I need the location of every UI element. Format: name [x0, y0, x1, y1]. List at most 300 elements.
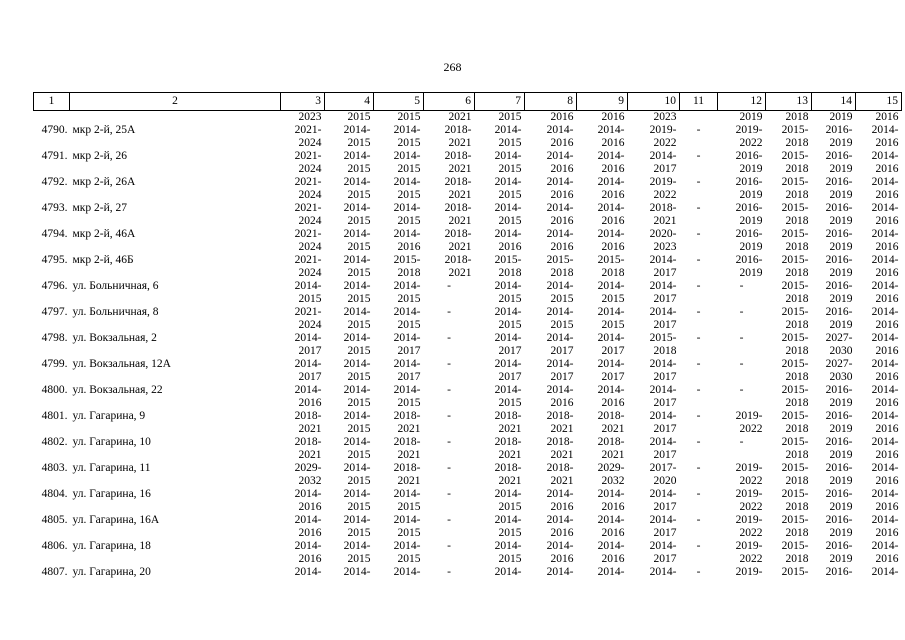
- empty-cell: [34, 501, 70, 514]
- address-cell: ул. Гагарина, 10: [72, 436, 151, 448]
- period-end-cell: 2016: [875, 215, 899, 227]
- period-end-cell: 2018: [785, 267, 809, 279]
- period-end-cell: 2018: [550, 267, 574, 279]
- table-row-continuation: [34, 579, 902, 592]
- period-end-cell: [424, 319, 475, 332]
- period-start-cell: 2014-: [494, 332, 522, 344]
- period-end-cell: 2015: [347, 371, 371, 383]
- empty-cell: [34, 267, 70, 280]
- header-col-2: 2: [70, 93, 281, 111]
- period-start-cell: 2014-: [546, 150, 574, 162]
- period-start-cell: 2014-: [494, 566, 522, 578]
- empty-cell: [34, 137, 70, 150]
- period-end-cell: [718, 449, 766, 462]
- period-end-cell: 2015: [397, 189, 421, 201]
- period-end-cell: 2021: [448, 267, 472, 279]
- period-end-cell: 2015: [347, 527, 371, 539]
- empty-cell: [70, 527, 281, 540]
- period-start-cell: 2021-: [294, 124, 322, 136]
- period-end-cell: 2016: [875, 345, 899, 357]
- address-cell: ул. Гагарина, 20: [72, 566, 151, 578]
- period-end-cell: [374, 579, 424, 592]
- period-start-cell: 2014-: [597, 124, 625, 136]
- empty-cell: [70, 579, 281, 592]
- period-end-cell: 2030: [829, 371, 853, 383]
- period-start-cell: -: [447, 566, 451, 578]
- period-end-cell: 2024: [298, 137, 322, 149]
- period-end-cell: 2017: [298, 371, 322, 383]
- period-start-cell: 2014-: [393, 202, 421, 214]
- period-end-cell: 2019: [829, 163, 853, 175]
- schedule-table: [33, 92, 902, 592]
- header-col-11: 11: [680, 93, 718, 111]
- period-start-cell: 2029-: [597, 462, 625, 474]
- table-row-continuation: [34, 293, 902, 306]
- table-row-continuation: [34, 501, 902, 514]
- period-end-cell: 2015: [498, 527, 522, 539]
- period-end-cell: [680, 189, 718, 202]
- table-row: [34, 384, 902, 397]
- period-start-cell: 2014-: [871, 462, 899, 474]
- header-col-9: 9: [577, 93, 628, 111]
- period-start-cell: 2016-: [825, 280, 853, 292]
- period-start-cell: 2019-: [735, 124, 763, 136]
- period-start-cell: 2014-: [494, 514, 522, 526]
- period-end-cell: 2015: [347, 449, 371, 461]
- period-start-cell: 2018-: [393, 436, 421, 448]
- period-end-cell: 2016: [298, 501, 322, 513]
- header-col-6: 6: [424, 93, 475, 111]
- period-start-cell: 2018-: [444, 228, 472, 240]
- period-end-cell: 2019: [739, 189, 763, 201]
- period-start-cell: 2014-: [871, 202, 899, 214]
- period-start-cell: -: [739, 358, 744, 370]
- period-start-cell: -: [696, 176, 701, 188]
- period-start-cell: 2014-: [871, 228, 899, 240]
- period-start-cell: 2016-: [825, 202, 853, 214]
- period-start-cell: -: [696, 150, 701, 162]
- period-start-cell: -: [447, 462, 451, 474]
- period-end-cell: [525, 579, 577, 592]
- period-start-cell: 2014-: [649, 280, 677, 292]
- period-start-cell: 2014-: [494, 488, 522, 500]
- period-start-cell: 2014-: [393, 150, 421, 162]
- period-end-cell: [680, 345, 718, 358]
- period-start-cell: 2021-: [294, 306, 322, 318]
- period-start-cell: -: [447, 384, 451, 396]
- period-end-cell: 2015: [498, 215, 522, 227]
- period-end-cell: 2016: [601, 527, 625, 539]
- period-end-cell: 2019: [829, 189, 853, 201]
- period-start-cell: -: [696, 384, 701, 396]
- period-start-cell: 2014-: [597, 150, 625, 162]
- period-start-cell: -: [696, 332, 701, 344]
- page-number: 268: [443, 60, 462, 74]
- period-start-cell: 2015-: [393, 254, 421, 266]
- period-start-cell: -: [447, 540, 451, 552]
- period-start-cell: 2014-: [871, 280, 899, 292]
- period-start-cell: 2014-: [871, 410, 899, 422]
- period-start-cell: 2014-: [393, 384, 421, 396]
- period-end-cell: 2016: [601, 189, 625, 201]
- address-cell: ул. Вокзальная, 2: [72, 332, 157, 344]
- period-end-cell: 2022: [739, 553, 763, 565]
- row-number: 4790.: [41, 124, 68, 136]
- period-start-cell: 2014-: [546, 332, 574, 344]
- period-start-cell: 2014-: [871, 254, 899, 266]
- period-end-cell: [680, 293, 718, 306]
- header-col-7: 7: [475, 93, 525, 111]
- period-start-cell: 2018-: [494, 410, 522, 422]
- period-start-cell: 2014-: [871, 306, 899, 318]
- period-end-cell: [766, 579, 812, 592]
- period-start-cell: 2014-: [546, 280, 574, 292]
- period-start-cell: 2015-: [781, 436, 809, 448]
- header-col-14: 14: [812, 93, 856, 111]
- period-end-cell: 2018: [785, 345, 809, 357]
- period-start-cell: 2014-: [597, 488, 625, 500]
- period-end-cell: 2021: [448, 241, 472, 253]
- period-start-cell: 2014-: [494, 202, 522, 214]
- period-end-cell: 2016: [298, 397, 322, 409]
- period-end-cell: 2016: [601, 215, 625, 227]
- period-end-cell: 2024: [298, 241, 322, 253]
- period-end-cell: 2016: [550, 501, 574, 513]
- period-end-cell: 2019: [739, 163, 763, 175]
- period-start-cell: 2027-: [825, 358, 853, 370]
- period-start-cell: 2016-: [735, 150, 763, 162]
- period-start-cell: 2014-: [294, 566, 322, 578]
- period-start-cell: -: [447, 306, 451, 318]
- period-end-cell: 2019: [829, 319, 853, 331]
- period-end-cell: 2017: [550, 371, 574, 383]
- empty-cell: [70, 501, 281, 514]
- period-end-cell: 2017: [498, 345, 522, 357]
- period-end-cell: 2021: [498, 423, 522, 435]
- carryover-cell: 2023: [298, 111, 322, 123]
- period-end-cell: 2015: [397, 293, 421, 305]
- period-start-cell: 2014-: [597, 358, 625, 370]
- empty-cell: [34, 371, 70, 384]
- period-start-cell: 2014-: [597, 228, 625, 240]
- period-end-cell: 2032: [601, 475, 625, 487]
- period-start-cell: 2014-: [546, 358, 574, 370]
- period-start-cell: 2029-: [294, 462, 322, 474]
- address-cell: ул. Гагарина, 18: [72, 540, 151, 552]
- period-end-cell: 2030: [829, 345, 853, 357]
- table-row: [34, 566, 902, 579]
- period-start-cell: 2014-: [546, 566, 574, 578]
- address-cell: мкр 2-й, 26А: [72, 176, 136, 188]
- period-end-cell: 2015: [397, 397, 421, 409]
- empty-cell: [70, 241, 281, 254]
- period-start-cell: 2018-: [597, 436, 625, 448]
- period-end-cell: 2019: [829, 449, 853, 461]
- period-end-cell: 2019: [829, 527, 853, 539]
- period-end-cell: 2017: [397, 345, 421, 357]
- period-start-cell: 2014-: [546, 176, 574, 188]
- period-start-cell: 2016-: [825, 228, 853, 240]
- period-end-cell: 2022: [739, 527, 763, 539]
- empty-cell: [34, 397, 70, 410]
- period-end-cell: 2019: [739, 215, 763, 227]
- period-end-cell: 2018: [785, 371, 809, 383]
- period-end-cell: 2015: [347, 267, 371, 279]
- period-end-cell: 2019: [829, 137, 853, 149]
- period-start-cell: 2015-: [781, 202, 809, 214]
- period-end-cell: 2017: [653, 397, 677, 409]
- period-start-cell: 2014-: [343, 306, 371, 318]
- carryover-cell: 2018: [785, 111, 809, 123]
- period-start-cell: 2021-: [294, 254, 322, 266]
- period-start-cell: 2014-: [393, 540, 421, 552]
- period-end-cell: 2016: [601, 501, 625, 513]
- period-end-cell: 2015: [347, 345, 371, 357]
- row-number: 4800.: [41, 384, 68, 396]
- address-cell: ул. Гагарина, 9: [72, 410, 146, 422]
- period-end-cell: 2018: [785, 423, 809, 435]
- period-end-cell: [718, 319, 766, 332]
- period-start-cell: 2014-: [597, 540, 625, 552]
- period-end-cell: 2016: [875, 423, 899, 435]
- period-start-cell: -: [696, 514, 701, 526]
- period-end-cell: [325, 579, 374, 592]
- period-end-cell: 2021: [397, 449, 421, 461]
- period-start-cell: 2019-: [649, 176, 677, 188]
- empty-cell: [70, 397, 281, 410]
- period-end-cell: [680, 449, 718, 462]
- period-end-cell: [424, 423, 475, 436]
- period-start-cell: 2016-: [825, 124, 853, 136]
- empty-cell: [70, 267, 281, 280]
- period-start-cell: 2016-: [735, 176, 763, 188]
- empty-cell: [70, 215, 281, 228]
- period-end-cell: 2018: [498, 267, 522, 279]
- period-start-cell: 2019-: [735, 462, 763, 474]
- period-end-cell: 2032: [298, 475, 322, 487]
- address-cell: мкр 2-й, 46Б: [72, 254, 134, 266]
- period-end-cell: 2015: [397, 163, 421, 175]
- empty-cell: [34, 475, 70, 488]
- period-start-cell: 2019-: [649, 124, 677, 136]
- period-start-cell: -: [447, 332, 451, 344]
- period-end-cell: 2016: [875, 553, 899, 565]
- period-start-cell: 2016-: [735, 228, 763, 240]
- period-end-cell: 2018: [785, 163, 809, 175]
- period-start-cell: 2014-: [343, 410, 371, 422]
- period-start-cell: 2014-: [393, 514, 421, 526]
- row-number: 4794.: [41, 228, 68, 240]
- period-start-cell: 2014-: [294, 358, 322, 370]
- address-cell: ул. Вокзальная, 22: [72, 384, 163, 396]
- period-end-cell: 2018: [785, 553, 809, 565]
- period-start-cell: 2014-: [343, 436, 371, 448]
- row-number: 4801.: [41, 410, 68, 422]
- period-end-cell: [680, 163, 718, 176]
- period-start-cell: 2018-: [294, 436, 322, 448]
- period-start-cell: 2014-: [546, 202, 574, 214]
- period-start-cell: 2018-: [444, 202, 472, 214]
- carryover-cell: 2019: [739, 111, 763, 123]
- period-end-cell: 2015: [498, 397, 522, 409]
- period-start-cell: 2018-: [546, 436, 574, 448]
- period-end-cell: 2024: [298, 163, 322, 175]
- period-start-cell: 2014-: [546, 124, 574, 136]
- table-row-continuation: [34, 241, 902, 254]
- period-end-cell: 2017: [653, 501, 677, 513]
- period-start-cell: 2014-: [343, 202, 371, 214]
- period-end-cell: 2018: [601, 267, 625, 279]
- carryover-row: [34, 111, 902, 125]
- row-number: 4791.: [41, 150, 68, 162]
- period-end-cell: 2016: [550, 137, 574, 149]
- period-start-cell: -: [447, 436, 451, 448]
- period-start-cell: 2015-: [494, 254, 522, 266]
- period-end-cell: [680, 137, 718, 150]
- row-number: 4803.: [41, 462, 68, 474]
- carryover-cell: 2016: [550, 111, 574, 123]
- period-end-cell: 2016: [875, 527, 899, 539]
- period-end-cell: 2022: [739, 501, 763, 513]
- period-start-cell: 2014-: [871, 436, 899, 448]
- period-start-cell: 2017-: [649, 462, 677, 474]
- period-start-cell: 2014-: [649, 384, 677, 396]
- period-start-cell: 2014-: [343, 384, 371, 396]
- period-end-cell: [680, 371, 718, 384]
- period-start-cell: -: [696, 124, 701, 136]
- period-start-cell: 2018-: [294, 410, 322, 422]
- period-end-cell: 2017: [653, 371, 677, 383]
- address-cell: ул. Больничная, 6: [72, 280, 159, 292]
- period-start-cell: 2018-: [649, 202, 677, 214]
- period-start-cell: 2016-: [825, 462, 853, 474]
- period-end-cell: 2016: [875, 137, 899, 149]
- period-end-cell: 2018: [653, 345, 677, 357]
- period-end-cell: 2021: [550, 449, 574, 461]
- period-end-cell: 2016: [601, 397, 625, 409]
- table-row-continuation: [34, 449, 902, 462]
- period-end-cell: [680, 241, 718, 254]
- period-start-cell: -: [696, 488, 701, 500]
- period-start-cell: 2014-: [597, 202, 625, 214]
- period-end-cell: 2016: [875, 449, 899, 461]
- period-end-cell: 2018: [785, 475, 809, 487]
- period-start-cell: 2014-: [871, 176, 899, 188]
- period-start-cell: 2018-: [393, 462, 421, 474]
- table-row: [34, 462, 902, 475]
- period-start-cell: 2015-: [781, 358, 809, 370]
- period-start-cell: 2014-: [871, 358, 899, 370]
- carryover-cell: 2016: [601, 111, 625, 123]
- period-end-cell: 2016: [601, 163, 625, 175]
- period-start-cell: 2014-: [649, 150, 677, 162]
- empty-cell: [70, 449, 281, 462]
- period-end-cell: 2017: [653, 449, 677, 461]
- period-start-cell: 2014-: [343, 124, 371, 136]
- carryover-cell: 2016: [875, 111, 899, 123]
- row-number: 4798.: [41, 332, 68, 344]
- address-cell: мкр 2-й, 25А: [72, 124, 136, 136]
- period-start-cell: -: [447, 514, 451, 526]
- period-start-cell: 2014-: [597, 384, 625, 396]
- period-end-cell: 2015: [347, 475, 371, 487]
- period-start-cell: 2016-: [825, 150, 853, 162]
- period-end-cell: 2015: [498, 163, 522, 175]
- carryover-cell: [680, 111, 718, 125]
- period-end-cell: 2018: [785, 449, 809, 461]
- period-end-cell: [475, 579, 525, 592]
- period-end-cell: 2022: [739, 423, 763, 435]
- empty-cell: [70, 163, 281, 176]
- period-end-cell: 2016: [875, 397, 899, 409]
- period-start-cell: 2014-: [494, 358, 522, 370]
- period-end-cell: 2022: [653, 189, 677, 201]
- period-start-cell: 2014-: [649, 436, 677, 448]
- period-start-cell: 2015-: [781, 332, 809, 344]
- empty-cell: [34, 215, 70, 228]
- table-row: [34, 280, 902, 293]
- period-start-cell: -: [447, 488, 451, 500]
- period-start-cell: 2014-: [494, 124, 522, 136]
- period-end-cell: 2021: [550, 475, 574, 487]
- row-number: 4792.: [41, 176, 68, 188]
- period-end-cell: 2022: [739, 475, 763, 487]
- period-start-cell: 2014-: [393, 228, 421, 240]
- period-start-cell: 2014-: [343, 254, 371, 266]
- period-end-cell: 2016: [550, 527, 574, 539]
- period-end-cell: [424, 293, 475, 306]
- period-start-cell: 2018-: [393, 410, 421, 422]
- period-start-cell: -: [739, 436, 744, 448]
- period-end-cell: 2019: [829, 241, 853, 253]
- period-start-cell: -: [696, 462, 701, 474]
- period-end-cell: 2018: [785, 189, 809, 201]
- period-end-cell: 2019: [829, 475, 853, 487]
- period-end-cell: 2016: [875, 475, 899, 487]
- period-start-cell: 2015-: [781, 150, 809, 162]
- period-end-cell: 2018: [785, 293, 809, 305]
- period-end-cell: 2018: [785, 527, 809, 539]
- period-start-cell: 2020-: [649, 228, 677, 240]
- table-row-continuation: [34, 189, 902, 202]
- period-end-cell: 2018: [785, 215, 809, 227]
- period-end-cell: [424, 501, 475, 514]
- period-end-cell: 2016: [397, 241, 421, 253]
- period-start-cell: 2016-: [825, 306, 853, 318]
- header-col-1: 1: [34, 93, 70, 111]
- empty-cell: [70, 137, 281, 150]
- period-start-cell: 2014-: [597, 566, 625, 578]
- period-end-cell: 2024: [298, 215, 322, 227]
- carryover-cell: 2015: [347, 111, 371, 123]
- period-start-cell: 2015-: [781, 280, 809, 292]
- carryover-cell: 2023: [653, 111, 677, 123]
- period-end-cell: 2018: [785, 241, 809, 253]
- period-end-cell: 2018: [785, 319, 809, 331]
- period-start-cell: 2014-: [294, 540, 322, 552]
- period-end-cell: [424, 371, 475, 384]
- period-end-cell: 2015: [347, 397, 371, 409]
- period-start-cell: 2021-: [294, 150, 322, 162]
- period-end-cell: [680, 319, 718, 332]
- period-start-cell: 2019-: [735, 566, 763, 578]
- period-start-cell: 2016-: [825, 488, 853, 500]
- period-start-cell: 2014-: [494, 280, 522, 292]
- period-end-cell: 2017: [653, 527, 677, 539]
- period-start-cell: 2018-: [494, 436, 522, 448]
- period-end-cell: 2015: [498, 189, 522, 201]
- period-end-cell: 2019: [829, 267, 853, 279]
